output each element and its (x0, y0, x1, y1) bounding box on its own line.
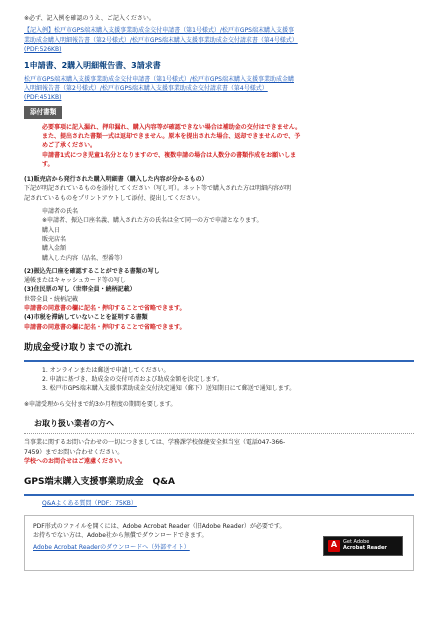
item4-title: (4)市税を滞納していないことを証明する書類 (24, 314, 148, 322)
acrobat-icon: A (328, 540, 340, 552)
example-forms-link[interactable] (24, 26, 414, 54)
item3-desc: 世帯全員・続柄記載 (24, 295, 79, 303)
item1-desc-2: 記されているものをプリントアウトして添付、提出してください。 (24, 194, 204, 202)
forms-link-line-3[interactable]: (PDF:451KB) (24, 94, 62, 102)
notice-line-5: す。 (42, 160, 54, 168)
item1-desc-1: 下記が明記されているものを添付してください（写し可）。ネット等で購入された方は明細内容が明 (24, 185, 292, 193)
contact-heading: お取り扱い業者の方へ (24, 415, 414, 434)
item1-list (24, 207, 414, 263)
flow-note: ※申請受理から交付まで約3か月程度の期間を要します。 (24, 400, 177, 408)
attachments-heading: 添付書類 (24, 106, 62, 118)
flow-step: 1. オンラインまたは郵送で申請してください。 (42, 366, 170, 374)
forms-link-line-2[interactable]: 入明細報告書（第2号様式）/松戸市GPS端末購入支援事業助成金交付請求書（第4号様式） (24, 84, 268, 92)
attachment-items-2-4 (24, 267, 414, 332)
example-link-line-2[interactable]: 業助成金購入明細報告書（第2号様式）/松戸市GPS端末購入支援事業助成金交付請求書（第4号様式） (24, 36, 298, 44)
badge-text (343, 540, 387, 551)
pdf-line-2: お持ちでない方は、Adobe社から無償でダウンロードできます。 (33, 531, 208, 539)
item2-title: (2)振込先口座を確認することができる書類の写し (24, 267, 160, 275)
forms-section-title: 1申請書、2購入明細報告書、3請求書 (24, 61, 161, 71)
item4-red: 申請書の同意書の欄に記名・押印することで省略できます。 (24, 323, 186, 331)
get-adobe-reader-button[interactable] (323, 536, 403, 556)
item3-title: (3)住民票の写し（世帯全員・続柄記載） (24, 286, 136, 294)
list-item: 販売店名 (42, 235, 67, 243)
list-item: 申請者の氏名 (42, 208, 79, 216)
main-content (24, 14, 414, 571)
qa-heading: GPS端末購入支援事業助成金 Q&A (24, 472, 414, 496)
red-notice (24, 123, 414, 169)
notice-line-4: 申請書1式につき児童1名分となりますので、複数申請の場合は人数分の書類作成をお願いしま (42, 151, 297, 159)
pdf-line-1: PDF形式のファイルを開くには、Adobe Acrobat Reader（旧Adobe Reader）が必要です。 (33, 522, 286, 530)
list-item: 購入した内容（品名、型番等） (42, 254, 127, 262)
notice-line-1: 必要事項に記入漏れ、押印漏れ、購入内容等が確認できない場合は補助金の交付はできません。 (42, 123, 302, 131)
flow-step: 3. 松戸市GPS端末購入支援事業助成金交付決定通知（郵下）送知期日にて郵送で通知します。 (42, 385, 296, 393)
adobe-download-link[interactable]: Adobe Acrobat Readerのダウンロードへ（外部サイト） (33, 544, 190, 552)
badge-top-text: Get Adobe (343, 539, 370, 546)
list-item: ※申請者、振込口座名義、購入された方の氏名は全て同一の方で申請となります。 (42, 217, 263, 225)
qa-link[interactable]: Q&Aよくある質問（PDF：75KB） (42, 500, 137, 508)
pdf-reader-box (24, 515, 414, 571)
contact-body (24, 438, 414, 466)
list-item: 購入金額 (42, 245, 67, 253)
attachment-item-1 (24, 175, 414, 263)
contact-line-1: 当事業に関するお問い合わせの一切につきましては、学務課学校保健安全担当室（電話047-366- (24, 439, 286, 447)
item2-desc: 通帳またはキャッシュカード等の写し (24, 277, 126, 285)
example-link-line-3[interactable]: (PDF:526KB) (24, 45, 62, 53)
forms-download-link[interactable] (24, 75, 414, 103)
notice-line-3: めご了承ください。 (42, 142, 97, 150)
example-link-line-1[interactable]: 【記入例】松戸市GPS端末購入支援事業助成金交付申請書（第1号様式）/松戸市GPS端末購入支援事 (24, 27, 294, 35)
item3-red: 申請書の同意書の欄に記名・押印することで省略できます。 (24, 305, 186, 313)
contact-line-2: 7459）までお問い合わせください。 (24, 448, 124, 456)
forms-link-line-1[interactable]: 松戸市GPS端末購入支援事業助成金交付申請書（第1号様式）/松戸市GPS端末購入支援事業助成金購 (24, 75, 294, 83)
flow-step: 2. 申請に基づき、助成金の交付可否および助成金額を決定します。 (42, 376, 223, 384)
top-note: ※必ず、記入例を確認のうえ、ご記入ください。 (24, 15, 155, 22)
list-item: 購入日 (42, 226, 61, 234)
contact-red: 学校へのお問合せはご遠慮ください。 (24, 458, 127, 466)
flow-heading: 助成金受け取りまでの流れ (24, 338, 414, 362)
notice-line-2: また、提出された書類一式は返却できません。原本を提出された場合、返却できませんので、予 (42, 132, 301, 140)
badge-bottom-text: Acrobat Reader (343, 544, 387, 551)
item1-title: (1)販売店から発行された購入明細書（購入した内容が分かるもの） (24, 176, 208, 184)
flow-steps (24, 366, 414, 394)
